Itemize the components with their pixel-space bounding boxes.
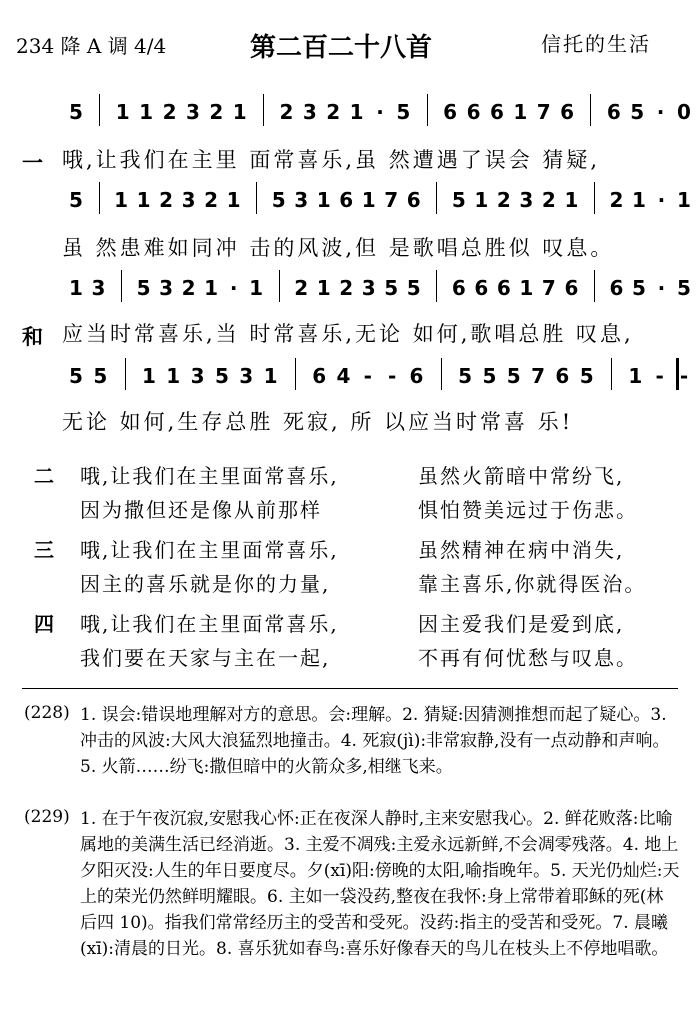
verse-label-1: 一	[22, 150, 43, 175]
note: 6	[555, 364, 570, 388]
note: 5	[396, 100, 411, 124]
note: 3	[239, 364, 254, 388]
note: 7	[384, 188, 399, 212]
note: 1	[316, 276, 331, 300]
note: 3	[302, 100, 317, 124]
note: 1	[204, 276, 219, 300]
verse-label: 四	[34, 612, 54, 636]
note: 5	[384, 276, 399, 300]
note: 7	[541, 276, 556, 300]
note: 6	[496, 276, 511, 300]
note: 6	[406, 188, 421, 212]
hymn-number-key: 234 降 A 调 4/4	[16, 34, 167, 58]
note: 5	[458, 364, 473, 388]
note: 7	[536, 100, 551, 124]
lyric-line-4: 无论 如何,生存总胜 死寂, 所 以应当时常喜 乐!	[62, 410, 574, 434]
note: 2	[159, 188, 174, 212]
bar-line	[99, 182, 100, 214]
verse-label: 三	[34, 538, 54, 562]
note: 1	[628, 364, 643, 388]
note: 3	[361, 276, 376, 300]
footnote-text: 1. 误会:错误地理解对方的意思。会:理解。2. 猜疑:因猜测推想而起了疑心。3. 冲击的风波:大风大浪猛烈地撞击。4. 死寂(jì):非常寂静,没有一点动静和声响。5. 火箭……纷飞:撒但暗中的火箭众多,相继飞来。	[80, 705, 670, 777]
note: 5	[482, 364, 497, 388]
note: ·	[229, 276, 238, 300]
note: 3	[294, 188, 309, 212]
note: 6	[451, 276, 466, 300]
note: 1	[263, 364, 278, 388]
verse-line: 哦,让我们在主里面常喜乐,	[80, 612, 339, 636]
hymn-category: 信托的生活	[541, 32, 651, 56]
note: 2	[339, 276, 354, 300]
note: 2	[162, 100, 177, 124]
note: 6	[564, 276, 579, 300]
bar-line	[125, 358, 126, 390]
bar-line	[279, 270, 280, 302]
verse-line: 虽然精神在病中消失,	[418, 538, 625, 562]
notes-row	[0, 180, 700, 240]
note: 5	[451, 188, 466, 212]
note: 1	[136, 188, 151, 212]
note: 7	[531, 364, 546, 388]
note: 3	[519, 188, 534, 212]
footnote-tag: (228)	[24, 703, 70, 723]
note: ·	[657, 276, 666, 300]
note: 1	[226, 188, 241, 212]
note: 5	[69, 188, 83, 212]
lyric-line-1: 哦,让我们在主里 面常喜乐,虽 然遭遇了误会 猜疑,	[62, 148, 601, 172]
bar-line	[436, 270, 437, 302]
note: 5	[136, 276, 151, 300]
note: 5	[631, 276, 646, 300]
verse-line: 因主的喜乐就是你的力量,	[80, 572, 331, 596]
note: 5	[406, 276, 421, 300]
bar-line	[99, 94, 100, 126]
note: 1	[677, 188, 691, 212]
note: 5	[506, 364, 521, 388]
chorus-label: 和	[22, 324, 43, 349]
lyric-line-3: 应当时常喜乐,当 时常喜乐,无论 如何,歌唱总胜 叹息,	[62, 322, 634, 346]
note: 1	[139, 100, 154, 124]
bar-line	[611, 358, 612, 390]
note: 2	[294, 276, 309, 300]
footnote-tag: (229)	[24, 807, 70, 827]
verse-line: 虽然火箭暗中常纷飞,	[418, 464, 625, 488]
bar-line	[441, 358, 442, 390]
bar-line	[594, 270, 595, 302]
bar-line	[590, 94, 591, 126]
note: 2	[209, 100, 224, 124]
note: 1	[631, 188, 646, 212]
note: -	[679, 364, 689, 388]
note: 5	[630, 100, 645, 124]
bar-line	[256, 182, 257, 214]
note: 6	[466, 100, 481, 124]
hymn-title: 第二百二十八首	[250, 33, 433, 63]
lyric-line-2: 虽 然患难如同冲 击的风波,但 是歌唱总胜似 叹息。	[62, 236, 615, 260]
note: 1	[249, 276, 264, 300]
note: 1	[166, 364, 181, 388]
note: 2	[181, 276, 196, 300]
verse-line: 惧怕赞美远过于伤悲。	[418, 498, 638, 522]
note: 6	[474, 276, 489, 300]
note: -	[388, 364, 397, 388]
note: 3	[91, 276, 106, 300]
note: 1	[513, 100, 528, 124]
note: 5	[214, 364, 229, 388]
note: 2	[541, 188, 556, 212]
bar-line	[121, 270, 122, 302]
verse-line: 我们要在天家与主在一起,	[80, 646, 331, 670]
verse-line: 因主爱我们是爱到底,	[418, 612, 625, 636]
note: 1	[474, 188, 489, 212]
note: 3	[181, 188, 196, 212]
note: ·	[376, 100, 384, 124]
verse-line: 不再有何忧愁与叹息。	[418, 646, 638, 670]
note: -	[655, 364, 664, 388]
note: 1	[141, 364, 156, 388]
note: 6	[339, 188, 354, 212]
note: 6	[606, 100, 621, 124]
verse-line: 哦,让我们在主里面常喜乐,	[80, 538, 339, 562]
note: 5	[93, 364, 108, 388]
bar-line	[263, 94, 264, 126]
note: 5	[677, 276, 691, 300]
bar-line	[594, 182, 595, 214]
note: 1	[114, 188, 128, 212]
verse-line: 哦,让我们在主里面常喜乐,	[80, 464, 339, 488]
note: 1	[519, 276, 534, 300]
note: 5	[271, 188, 286, 212]
note: 6	[489, 100, 504, 124]
final-barline	[676, 358, 679, 390]
note: 3	[185, 100, 200, 124]
note: 4	[336, 364, 351, 388]
bar-line	[295, 358, 296, 390]
note: 2	[204, 188, 219, 212]
note: 6	[609, 276, 624, 300]
notes-row	[0, 92, 700, 152]
note: 2	[609, 188, 624, 212]
note: 1	[361, 188, 376, 212]
divider	[22, 688, 678, 689]
note: 6	[409, 364, 424, 388]
bar-line	[427, 94, 428, 126]
note: 6	[443, 100, 458, 124]
verse-label: 二	[34, 464, 54, 488]
note: 3	[159, 276, 174, 300]
bar-line	[436, 182, 437, 214]
note: 1	[564, 188, 579, 212]
note: 5	[579, 364, 594, 388]
note: 6	[312, 364, 327, 388]
note: ·	[657, 188, 666, 212]
verse-line: 因为撒但还是像从前那样	[80, 498, 322, 522]
note: 1	[115, 100, 130, 124]
note: 5	[69, 364, 83, 388]
note: -	[363, 364, 372, 388]
note: 1	[69, 276, 83, 300]
footnote-text: 1. 在于午夜沉寂,安慰我心怀:正在夜深人静时,主来安慰我心。2. 鲜花败落:比喻属地的美满生活已经消逝。3. 主爱不凋残:主爱永远新鲜,不会凋零残落。4. 地上夕阳灭没:人生的年日要度尽。夕(xī)阳:傍晚的太阳,喻指晚年。5. 天光仍灿烂:天上的荣光仍然鲜明耀眼。6. 主如一袋没药,整夜在我怀:身上常带着耶稣的死(林后四 10)。指我们常常经历主的受苦和受死。没药:指主的受苦和受死。7. 晨曦(xī):清晨的日光。8. 喜乐犹如春鸟:喜乐好像春天的鸟儿在枝头上不停地唱歌。	[80, 809, 680, 959]
note: 1	[232, 100, 247, 124]
note: 1	[316, 188, 331, 212]
note: 3	[190, 364, 205, 388]
note: 0	[677, 100, 691, 124]
note: 2	[279, 100, 294, 124]
note: 5	[69, 100, 83, 124]
note: 2	[326, 100, 341, 124]
verse-line: 靠主喜乐,你就得医治。	[418, 572, 647, 596]
note: 2	[496, 188, 511, 212]
note: 6	[560, 100, 575, 124]
note: 1	[349, 100, 364, 124]
note: ·	[656, 100, 665, 124]
